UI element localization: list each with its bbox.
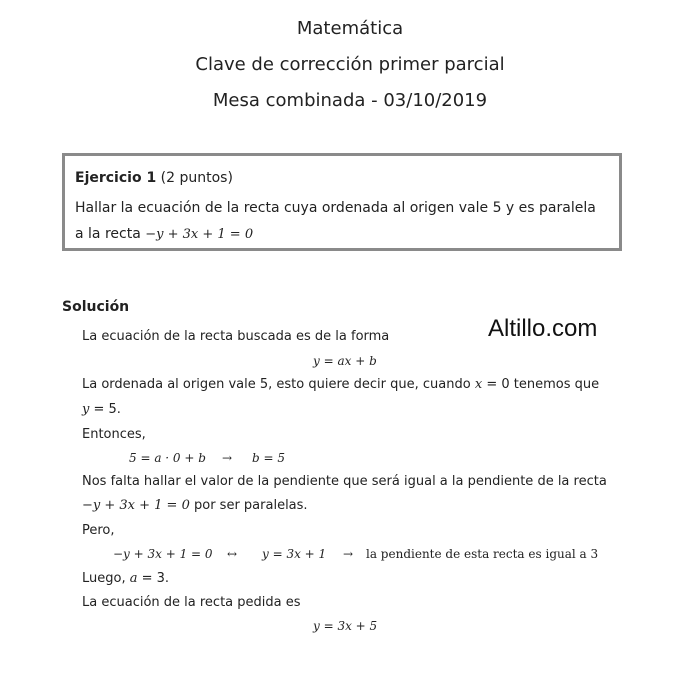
equation-final-answer: y = 3x + 5	[313, 619, 378, 633]
document-date-line: Mesa combinada - 03/10/2019	[212, 90, 488, 111]
equation-slope-form: y = 3x + 1	[262, 547, 327, 561]
solution-line-1: La ecuación de la recta buscada es de la forma	[82, 329, 390, 344]
solution-line-2-text-b: = 0 tenemos que	[486, 377, 600, 392]
solution-line-8	[82, 571, 169, 586]
solution-line-6	[82, 498, 308, 513]
document-title: Clave de corrección primer parcial	[195, 54, 505, 75]
equation-substitution: 5 = a · 0 + b	[129, 451, 206, 465]
exercise-box	[62, 153, 622, 251]
exercise-line-equation: −y + 3x + 1 = 0	[145, 227, 254, 242]
solution-line-3-text: = 5.	[93, 402, 121, 417]
equation-general-form: y = ax + b	[313, 354, 377, 368]
exercise-label: Ejercicio 1	[75, 170, 157, 186]
solution-line-2-text-a: La ordenada al origen vale 5, esto quiere decir que, cuando	[82, 377, 471, 392]
exercise-points: (2 puntos)	[160, 170, 233, 186]
double-arrow-icon: ↔	[227, 547, 238, 561]
equation-original-line: −y + 3x + 1 = 0	[113, 547, 213, 561]
solution-line-5: Nos falta hallar el valor de la pendiente que será igual a la pendiente de la recta	[82, 474, 607, 489]
solution-line-8-var: a	[129, 571, 138, 586]
slope-note: la pendiente de esta recta es igual a 3	[366, 547, 599, 561]
solution-line-3-var: y	[82, 402, 90, 417]
watermark: Altillo.com	[488, 315, 598, 342]
solution-line-6-equation: −y + 3x + 1 = 0	[82, 498, 190, 513]
equation-b-value: b = 5	[252, 451, 285, 465]
exercise-statement-2	[75, 226, 253, 242]
document-subject: Matemática	[296, 18, 404, 39]
exercise-heading	[75, 170, 233, 186]
arrow-icon: →	[222, 451, 233, 465]
solution-line-4: Entonces,	[82, 427, 146, 442]
arrow-icon: →	[343, 547, 354, 561]
solution-line-2	[82, 377, 599, 392]
solution-title: Solución	[62, 299, 130, 315]
solution-line-6-text: por ser paralelas.	[194, 498, 308, 513]
solution-line-8-text-a: Luego,	[82, 571, 126, 586]
solution-line-7: Pero,	[82, 523, 115, 538]
solution-line-3	[82, 402, 121, 417]
exercise-statement-1: Hallar la ecuación de la recta cuya ordenada al origen vale 5 y es paralela	[75, 200, 596, 216]
solution-line-8-text-b: = 3.	[141, 571, 170, 586]
solution-line-9: La ecuación de la recta pedida es	[82, 595, 301, 610]
exercise-statement-2-text: a la recta	[75, 226, 141, 242]
solution-line-2-var: x	[474, 377, 483, 392]
